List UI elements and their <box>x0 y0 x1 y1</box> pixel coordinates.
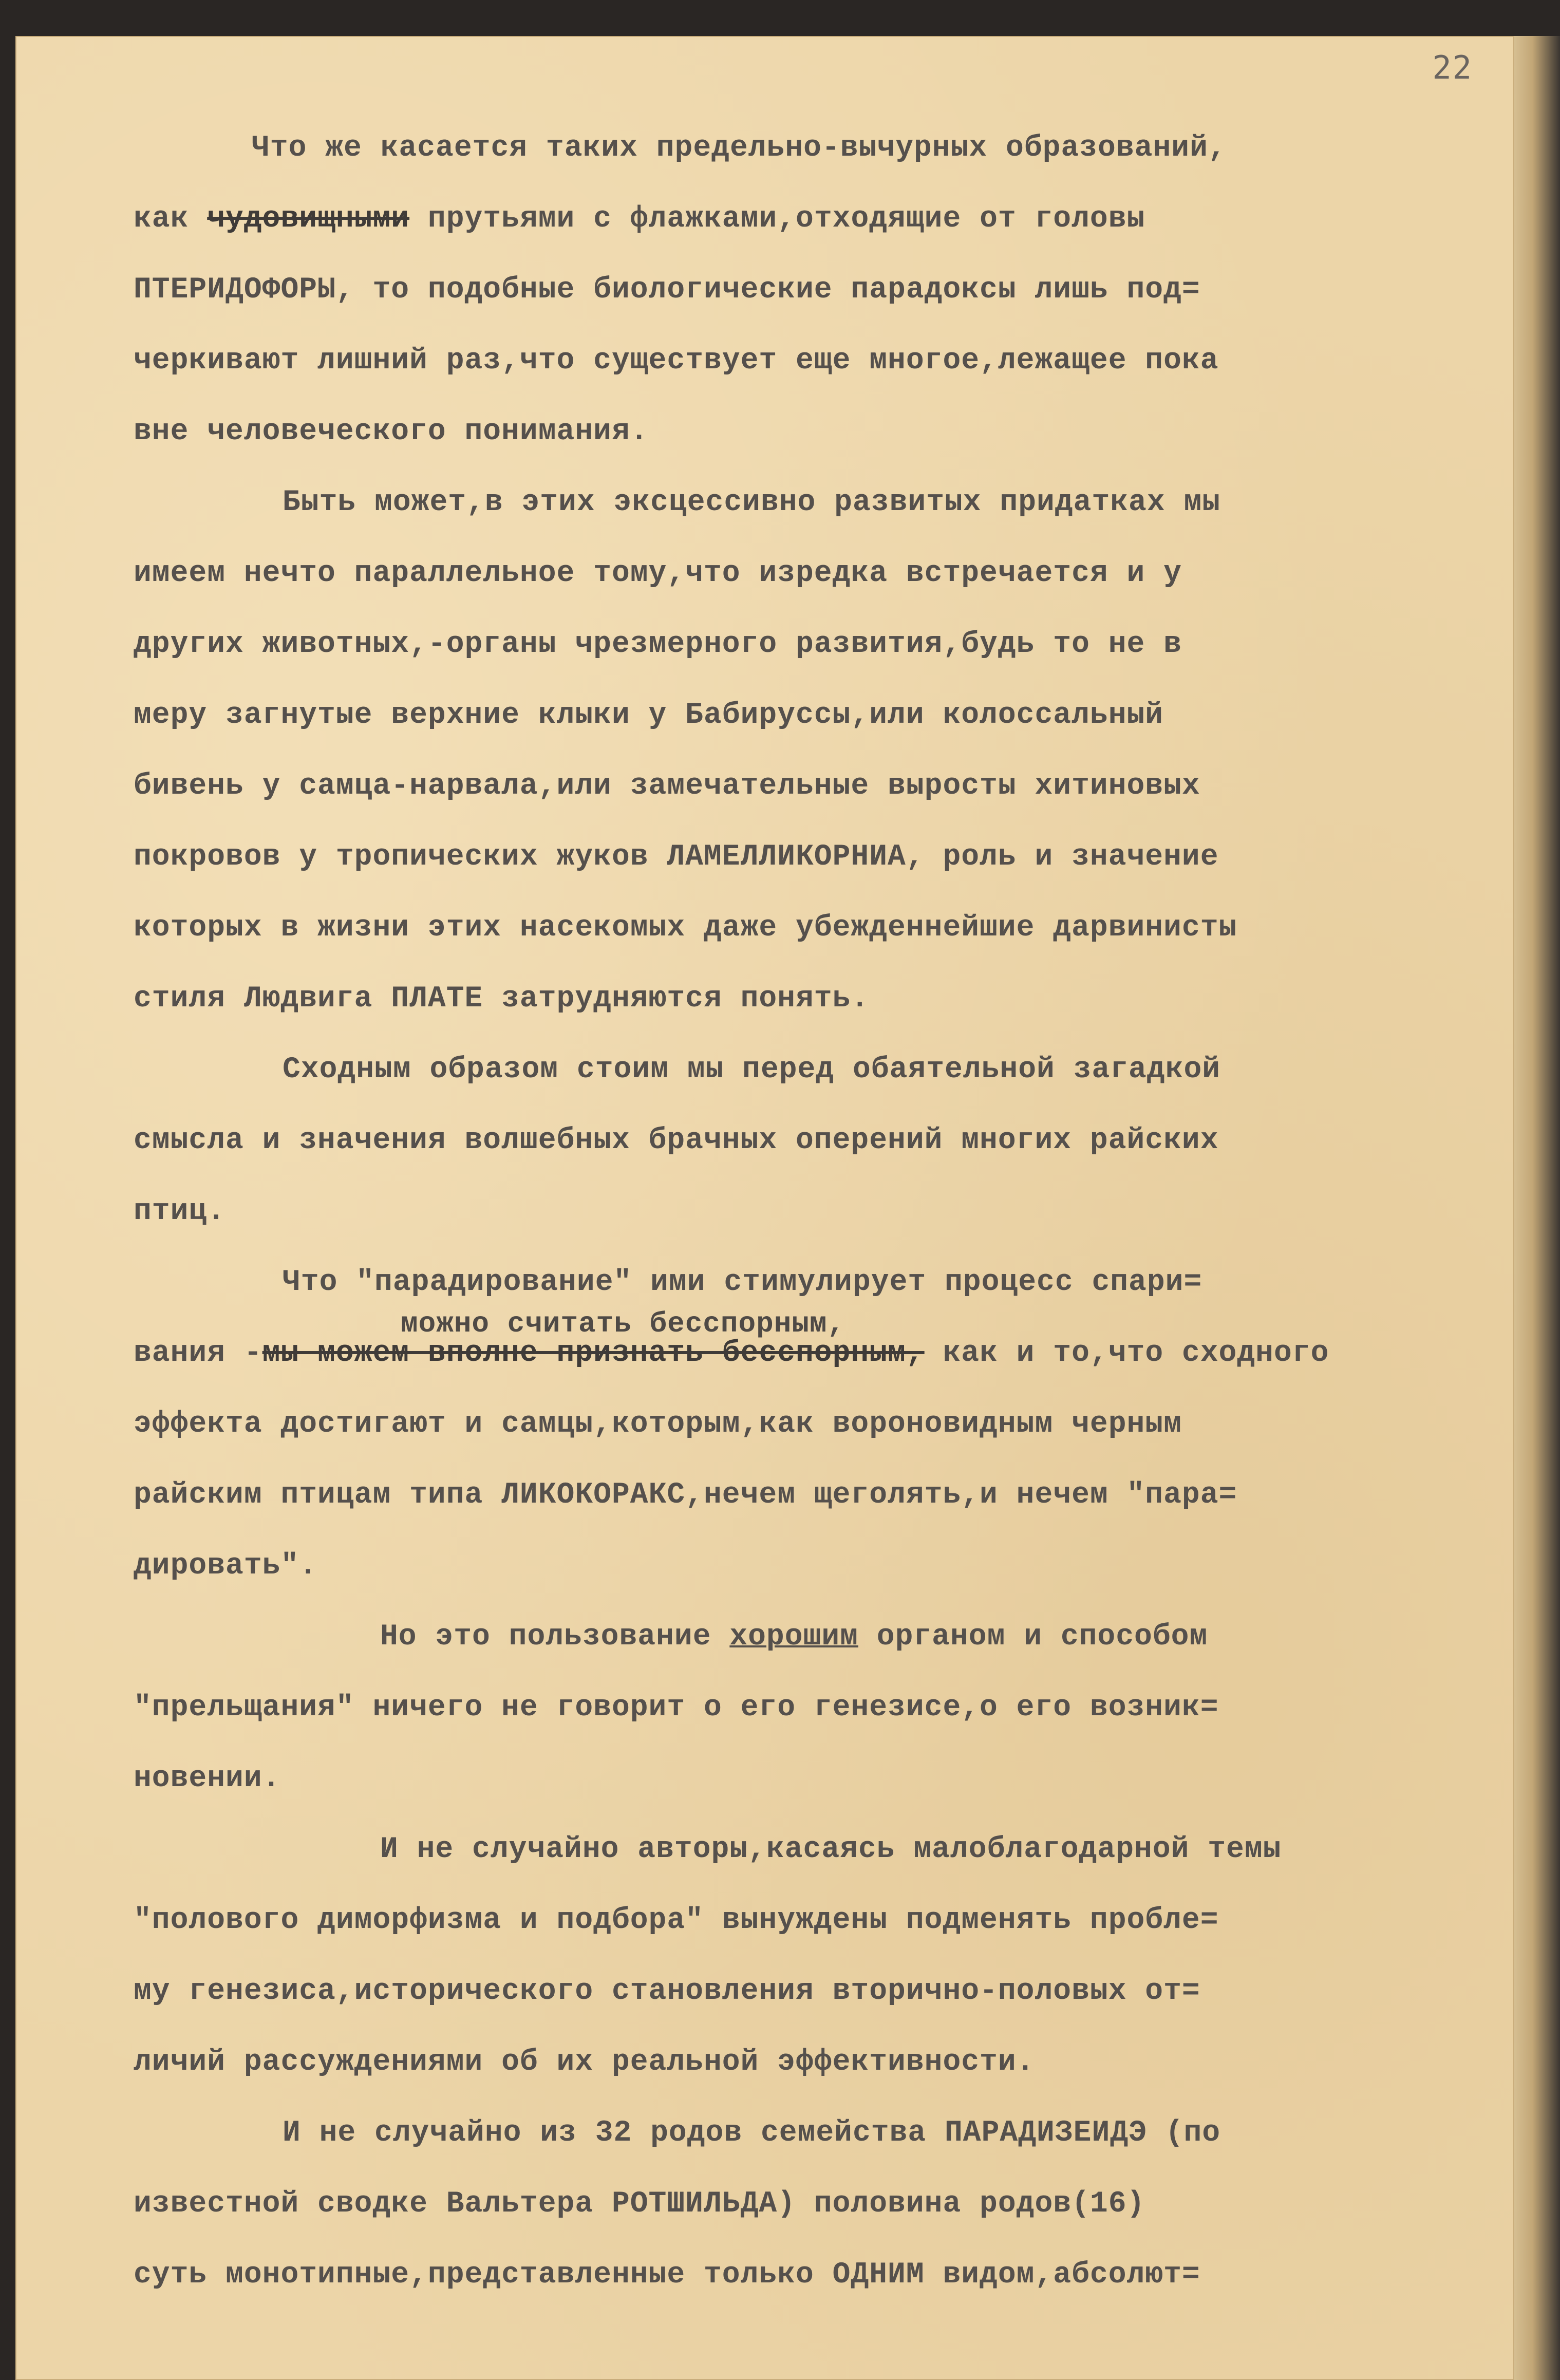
page-number: 22 <box>1432 49 1473 86</box>
text-line: известной сводке Вальтера РОТШИЛЬДА) половина родов(16) <box>134 2187 1145 2221</box>
text-line: ПТЕРИДОФОРЫ, то подобные биологические парадоксы лишь под= <box>134 273 1200 307</box>
text-line: эффекта достигают и самцы,которым,как вороновидным черным <box>134 1408 1182 1441</box>
text-line: черкивают лишний раз,что существует еще многое,лежащее пока <box>134 344 1219 378</box>
text-line: смысла и значения волшебных брачных оперений многих райских <box>134 1124 1219 1157</box>
text-line: И не случайно из 32 родов семейства ПАРАДИЗЕИДЭ (по <box>283 2116 1221 2150</box>
struck-text: мы можем вполне признать бесспорным, <box>262 1337 925 1370</box>
text-line: вне человеческого понимания. <box>134 415 649 448</box>
text-line: суть монотипные,представленные только ОДНИМ видом,абсолют= <box>134 2258 1200 2292</box>
text-line: Быть может,в этих эксцессивно развитых придатках мы <box>283 486 1221 519</box>
text-line: Что "парадирование" ими стимулирует процесс спари= <box>283 1266 1202 1299</box>
struck-text: чудовищными <box>207 202 410 236</box>
text-line: которых в жизни этих насекомых даже убежденнейшие дарвинисты <box>134 911 1237 945</box>
text-line: стиля Людвига ПЛАТЕ затрудняются понять. <box>134 982 870 1016</box>
text-line: меру загнутые верхние клыки у Бабируссы,или колоссальный <box>134 699 1164 732</box>
text-line: Сходным образом стоим мы перед обаятельной загадкой <box>283 1053 1221 1086</box>
text-fragment: органом и способом <box>858 1620 1208 1654</box>
text-line: "полового диморфизма и подбора" вынуждены подменять пробле= <box>134 1904 1219 1937</box>
text-fragment: как и то,что сходного <box>924 1337 1329 1370</box>
text-line: имеем нечто параллельное тому,что изредка встречается и у <box>134 557 1182 590</box>
text-line: личий рассуждениями об их реальной эффективности. <box>134 2046 1035 2079</box>
text-fragment: вания - <box>134 1337 262 1370</box>
text-fragment: прутьями с флажками,отходящие от головы <box>409 202 1145 236</box>
text-line: му генезиса,исторического становления вторично-половых от= <box>134 1975 1200 2008</box>
text-line: новении. <box>134 1762 281 1795</box>
text-line <box>134 1602 1495 1673</box>
text-line: птиц. <box>134 1195 226 1228</box>
text-line: Что же касается таких предельно-вычурных образований, <box>252 132 1227 165</box>
text-line <box>134 184 1495 255</box>
text-line: дировать". <box>134 1549 318 1583</box>
typewritten-text: Что же касается таких предельно-вычурных образований, как чудовищными прутьями с флажками,отходящие от головы ПТЕРИДОФОРЫ, то подобные биологические парадоксы лишь под= черкивают лишний раз,что существует еще многое,лежащее пока вне человеческого понимания. Быть может,в этих эксцессивно развитых придатках мы имеем нечто параллельное тому,что изредка встречается и у других животных,-органы чрезмерного развития,будь то не в меру загнутые верхние клыки у Бабируссы,или колоссальный бивень у самца-нарвала,или замечательные выросты хитиновых покровов у тропических жуков ЛАМЕЛЛИКОРНИА, роль и значение которых в жизни этих насекомых даже убежденнейшие дарвинисты стиля Людвига ПЛАТЕ затрудняются понять. Сходным образом стоим мы перед обаятельной загадкой смысла и значения волшебных брачных оперений многих райских птиц. Что "парадирование" ими стимулирует процесс спари= можно считать бесспорным, вания -мы можем вполне признать бесспорным, как и то,что сходного эффекта достигают и самцы,которым,как вороновидным черным райским птицам типа ЛИКОКОРАКС,нечем щеголять,и нечем "пара= дировать". Но это пользование хорошим органом и способом "прельщания" ничего не говорит о его генезисе,о его возник= новении. И не случайно авторы,касаясь малоблагодарной темы "полового диморфизма и подбора" вынуждены подменять пробле= му генезиса,исторического становления вторично-половых от= личий рассуждениями об их реальной эффективности. И не случайно из 32 родов семейства ПАРАДИЗЕИДЭ (по известной сводке Вальтера РОТШИЛЬДА) половина родов(16) суть монотипные,представленные только ОДНИМ видом,абсолют= <box>134 113 1495 2311</box>
text-line: покровов у тропических жуков ЛАМЕЛЛИКОРНИА, роль и значение <box>134 840 1219 874</box>
text-line: райским птицам типа ЛИКОКОРАКС,нечем щеголять,и нечем "пара= <box>134 1478 1237 1512</box>
underlined-text: хорошим <box>729 1620 858 1654</box>
text-line: бивень у самца-нарвала,или замечательные выросты хитиновых <box>134 770 1200 803</box>
text-fragment: Но это пользование <box>380 1620 730 1654</box>
text-line: И не случайно авторы,касаясь малоблагодарной темы <box>380 1833 1282 1866</box>
text-fragment: как <box>134 202 208 236</box>
text-line: других животных,-органы чрезмерного развития,будь то не в <box>134 628 1182 661</box>
text-line: "прельщания" ничего не говорит о его генезисе,о его возник= <box>134 1691 1219 1725</box>
page-edge <box>1514 36 1560 2380</box>
